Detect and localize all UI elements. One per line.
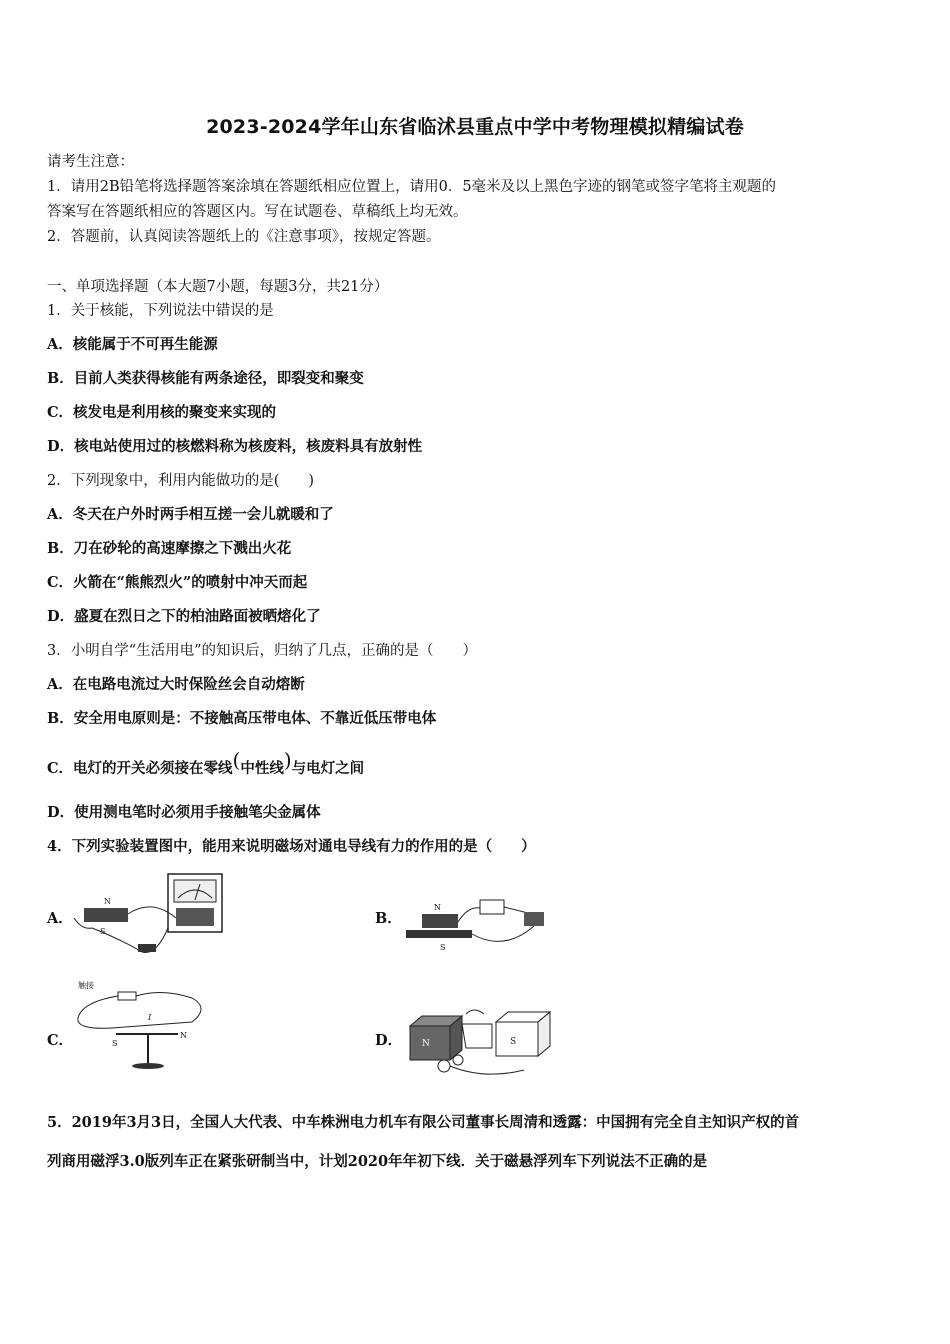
magnet-n-label: N xyxy=(434,903,441,912)
question-2-option-c: C．火箭在“熊熊烈火”的喷射中冲天而起 xyxy=(47,574,308,591)
paren-close: ) xyxy=(283,748,292,772)
battery xyxy=(118,992,136,1000)
switch xyxy=(524,912,544,926)
question-1-stem: 1．关于核能，下列说法中错误的是 xyxy=(47,303,274,319)
magnet-s-block xyxy=(496,1022,538,1056)
paren-open: ( xyxy=(232,748,241,772)
option-c-text-after: 与电灯之间 xyxy=(291,760,365,777)
question-5-line-1: 5．2019年3月3日，全国人大代表、中车株洲电力机车有限公司董事长周清和透露：中国拥有完全自主知识产权的首 xyxy=(47,1114,800,1131)
magnet-n-label: N xyxy=(422,1039,430,1049)
magnet-block xyxy=(84,908,128,922)
question-3-option-b: B．安全用电原则是：不接触高压带电体、不靠近低压带电体 xyxy=(47,710,437,727)
galvanometer-base xyxy=(176,908,214,926)
wire-3 xyxy=(472,926,534,941)
output-wire xyxy=(450,1066,524,1074)
notice-item-2: 2．答题前，认真阅读答题纸上的《注意事项》，按规定答题。 xyxy=(47,229,441,245)
figure-d-label: D． xyxy=(375,1032,403,1049)
compass-n-label: N xyxy=(180,1031,187,1040)
notice-heading: 请考生注意： xyxy=(47,154,134,170)
rotation-arrow xyxy=(466,1010,484,1014)
touch-caption: 触接 xyxy=(78,981,94,990)
question-1-option-c: C．核发电是利用核的聚变来实现的 xyxy=(47,404,277,421)
magnet-s-label: S xyxy=(510,1037,517,1047)
section-1-heading: 一、单项选择题（本大题7小题，每题3分，共21分） xyxy=(47,279,389,295)
magnet-n-label: N xyxy=(104,897,111,906)
question-1-option-a: A．核能属于不可再生能源 xyxy=(47,336,218,353)
figure-b-battery-setup xyxy=(404,892,556,956)
slip-ring xyxy=(438,1060,450,1072)
current-label: I xyxy=(148,1013,152,1022)
question-1-option-b: B．目前人类获得核能有两条途径，即裂变和聚变 xyxy=(47,370,364,387)
question-4-stem: 4．下列实验装置图中，能用来说明磁场对通电导线有力的作用的是（ ） xyxy=(47,838,536,855)
magnet-block xyxy=(422,914,458,928)
notice-item-1-line-1: 1．请用2B铅笔将选择题答案涂填在答题纸相应位置上，请用0．5毫米及以上黑色字迹的钢笔或签字笔将主观题的 xyxy=(47,179,777,195)
question-3-option-d: D．使用测电笔时必须用手接触笔尖金属体 xyxy=(47,804,321,821)
magnet-n-block xyxy=(410,1026,450,1060)
exam-title: 2023-2024学年山东省临沭县重点中学中考物理模拟精编试卷 xyxy=(206,116,744,138)
magnet-s-label: S xyxy=(440,943,446,952)
question-5-line-2: 列商用磁浮3.0版列车正在紧张研制当中，计划2020年年初下线．关于磁悬浮列车下列说法不正确的是 xyxy=(47,1153,708,1170)
option-c-text-before: C．电灯的开关必须接在零线 xyxy=(47,760,233,777)
figure-a-label: A． xyxy=(47,910,73,927)
figure-c-label: C． xyxy=(47,1032,74,1049)
question-1-option-d: D．核电站使用过的核燃料称为核废料，核废料具有放射性 xyxy=(47,438,423,455)
figure-c-compass-setup xyxy=(72,976,212,1072)
question-3-option-a: A．在电路电流过大时保险丝会自动熔断 xyxy=(47,676,305,693)
figure-b-label: B． xyxy=(375,910,402,927)
coil xyxy=(462,1024,492,1048)
option-c-neutral-wire: 中性线 xyxy=(240,760,284,777)
question-3-option-c xyxy=(47,748,365,779)
question-2-option-b: B．刀在砂轮的高速摩擦之下溅出火花 xyxy=(47,540,292,557)
question-2-option-a: A．冬天在户外时两手相互搓一会儿就暖和了 xyxy=(47,506,334,523)
battery-box xyxy=(480,900,504,914)
figure-d-generator-setup xyxy=(404,1000,560,1080)
slip-ring-2 xyxy=(453,1055,463,1065)
base-board xyxy=(406,930,472,938)
magnet-s-label: S xyxy=(100,927,106,936)
question-2-option-d: D．盛夏在烈日之下的柏油路面被晒熔化了 xyxy=(47,608,321,625)
compass-s-label: S xyxy=(112,1039,118,1048)
figure-a-galvanometer-setup xyxy=(72,868,228,960)
question-3-stem: 3．小明自学“生活用电”的知识后，归纳了几点，正确的是（ ） xyxy=(47,643,478,659)
compass-base xyxy=(132,1063,164,1069)
switch xyxy=(138,944,156,952)
question-2-stem: 2．下列现象中，利用内能做功的是( ) xyxy=(47,473,315,489)
notice-item-1-line-2: 答案写在答题纸相应的答题区内。写在试题卷、草稿纸上均无效。 xyxy=(47,204,468,220)
circuit-wire xyxy=(78,992,201,1028)
wire-2 xyxy=(458,908,480,922)
